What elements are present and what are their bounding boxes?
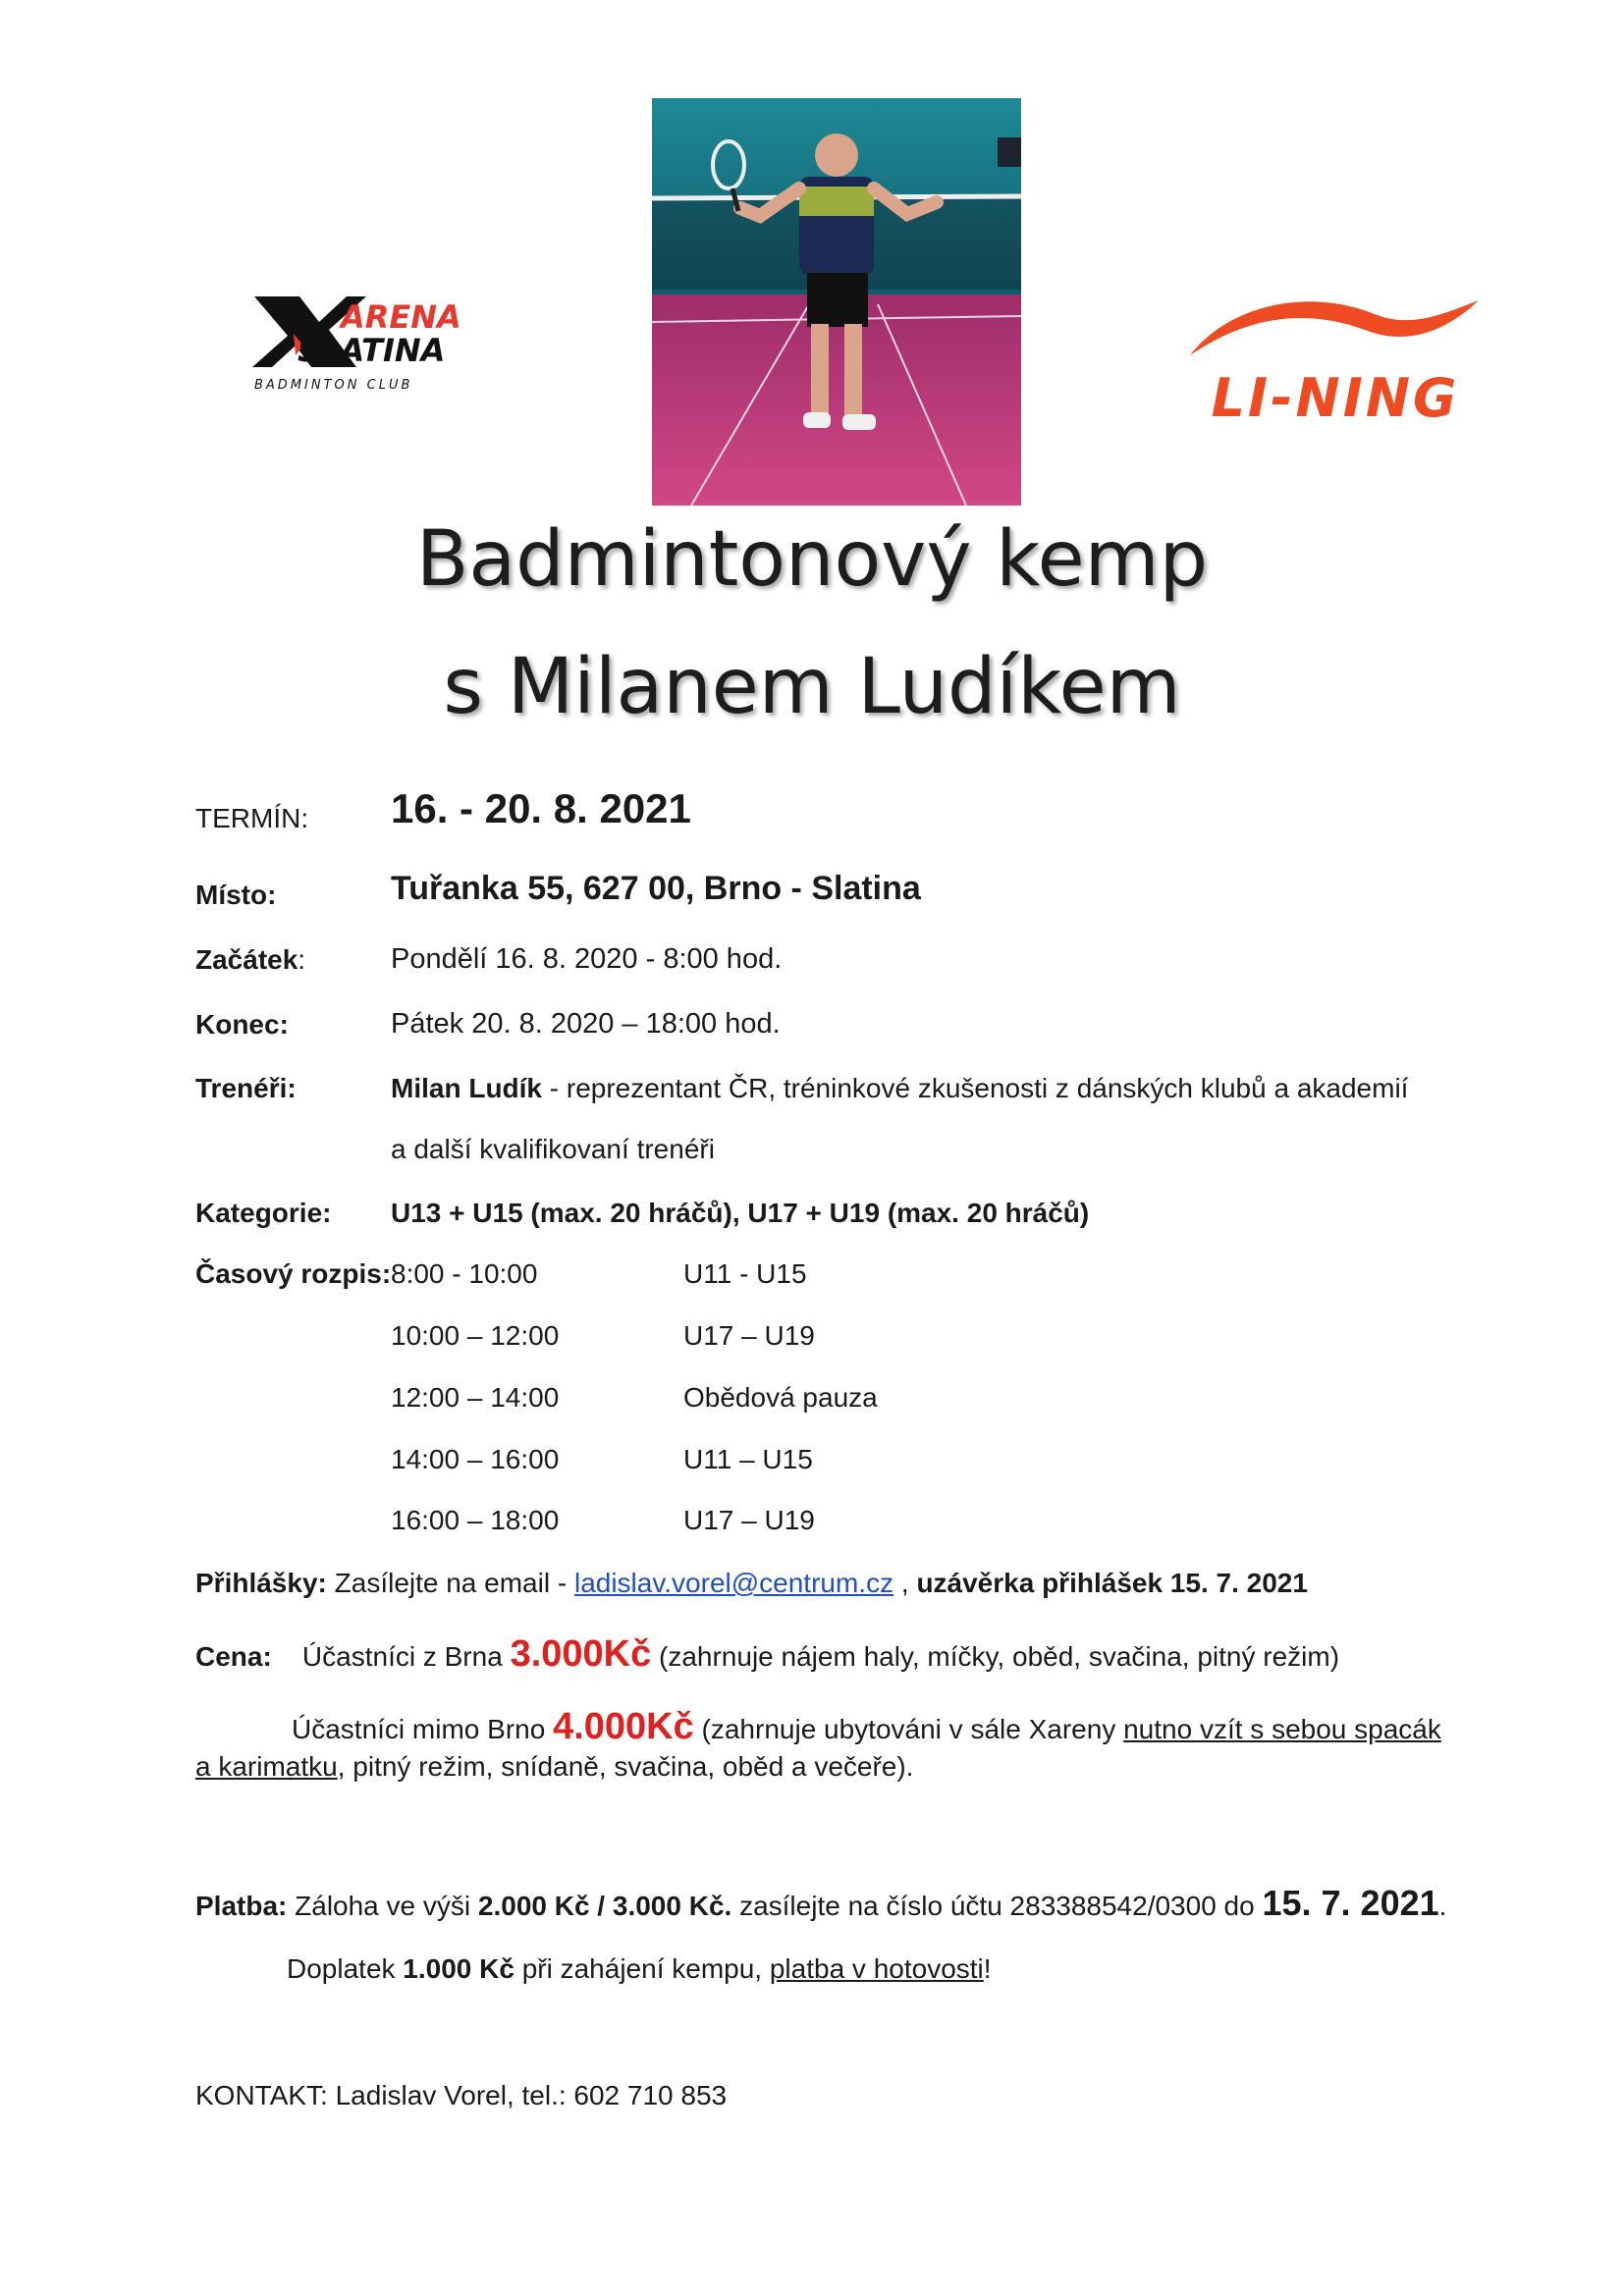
schedule-time: 10:00 – 12:00 bbox=[391, 1320, 560, 1351]
svg-text:ARENA: ARENA bbox=[341, 298, 461, 336]
termin-value: 16. - 20. 8. 2021 bbox=[391, 785, 691, 831]
coach-name: Milan Ludík bbox=[391, 1073, 542, 1103]
prihlasky-deadline: uzávěrka přihlášek 15. 7. 2021 bbox=[916, 1568, 1308, 1598]
cena-line-mimo: Účastníci mimo Brno 4.000Kč (zahrnuje ubytováni v sále Xareny nutno vzít s sebou spacák bbox=[292, 1706, 1441, 1747]
kategorie-label: Kategorie: bbox=[195, 1198, 332, 1228]
cena-line-mimo-2: a karimatku, pitný režim, snídaně, svačina, oběd a večeře). bbox=[195, 1751, 914, 1782]
zacatek-label: Začátek: bbox=[195, 944, 306, 975]
prihlasky-line: Přihlášky: Zasílejte na email - ladislav.vorel@centrum.cz , uzávěrka přihlášek 15. 7. 2021 bbox=[195, 1568, 1308, 1598]
price-brno: 3.000Kč bbox=[510, 1633, 652, 1675]
schedule-time: 14:00 – 16:00 bbox=[391, 1444, 560, 1474]
schedule-group: Obědová pauza bbox=[683, 1382, 878, 1413]
schedule-group: U11 – U15 bbox=[683, 1444, 813, 1474]
treneri-line-2: a další kvalifikovaní trenéři bbox=[391, 1134, 715, 1164]
termin-label: TERMÍN: bbox=[195, 803, 309, 833]
schedule-time: 8:00 - 10:00 bbox=[391, 1258, 538, 1289]
treneri-line-1: Milan Ludík - reprezentant ČR, tréninkové zkušenosti z dánských klubů a akademií bbox=[391, 1073, 1409, 1103]
konec-value: Pátek 20. 8. 2020 – 18:00 hod. bbox=[391, 1008, 781, 1040]
doplatek-line: Doplatek 1.000 Kč při zahájení kempu, platba v hotovosti! bbox=[287, 1953, 992, 1984]
misto-label: Místo: bbox=[195, 880, 277, 910]
kategorie-value: U13 + U15 (max. 20 hráčů), U17 + U19 (max. 20 hráčů) bbox=[391, 1198, 1090, 1228]
prihlasky-label: Přihlášky: bbox=[195, 1568, 327, 1598]
player-photo bbox=[652, 98, 1021, 506]
svg-text:BADMINTON CLUB: BADMINTON CLUB bbox=[254, 378, 413, 393]
title-line-1: Badmintonový kemp bbox=[415, 515, 1209, 604]
platba-label: Platba: bbox=[195, 1891, 288, 1921]
email-link[interactable]: ladislav.vorel@centrum.cz bbox=[573, 1568, 894, 1598]
schedule-time: 12:00 – 14:00 bbox=[391, 1382, 560, 1413]
platba-line: Platba: Záloha ve výši 2.000 Kč / 3.000 Kč. zasílejte na číslo účtu 283388542/0300 do 15. 7. 2021. bbox=[195, 1883, 1447, 1923]
cena-label: Cena: bbox=[195, 1641, 272, 1672]
treneri-label: Trenéři: bbox=[195, 1073, 297, 1103]
platba-date: 15. 7. 2021 bbox=[1262, 1883, 1439, 1923]
konec-label: Konec: bbox=[195, 1009, 289, 1040]
schedule-group: U17 – U19 bbox=[683, 1320, 815, 1351]
zacatek-value: Pondělí 16. 8. 2020 - 8:00 hod. bbox=[391, 943, 783, 975]
xarena-slatina-logo bbox=[250, 291, 501, 399]
svg-text:SLATINA: SLATINA bbox=[298, 332, 446, 369]
price-mimo: 4.000Kč bbox=[553, 1706, 694, 1747]
schedule-label: Časový rozpis: bbox=[195, 1258, 392, 1289]
kontakt-line: KONTAKT: Ladislav Vorel, tel.: 602 710 853 bbox=[195, 2080, 728, 2110]
misto-value: Tuřanka 55, 627 00, Brno - Slatina bbox=[391, 870, 921, 907]
cena-line-brno: Cena: Účastníci z Brna 3.000Kč (zahrnuje nájem haly, míčky, oběd, svačina, pitný režim) bbox=[195, 1633, 1340, 1675]
lining-wordmark: LI-NING bbox=[1211, 367, 1460, 429]
title-line-2: s Milanem Ludíkem bbox=[443, 643, 1181, 731]
schedule-time: 16:00 – 18:00 bbox=[391, 1505, 560, 1535]
lining-logo bbox=[1188, 287, 1483, 434]
schedule-group: U11 - U15 bbox=[683, 1258, 807, 1289]
schedule-group: U17 – U19 bbox=[683, 1505, 815, 1535]
